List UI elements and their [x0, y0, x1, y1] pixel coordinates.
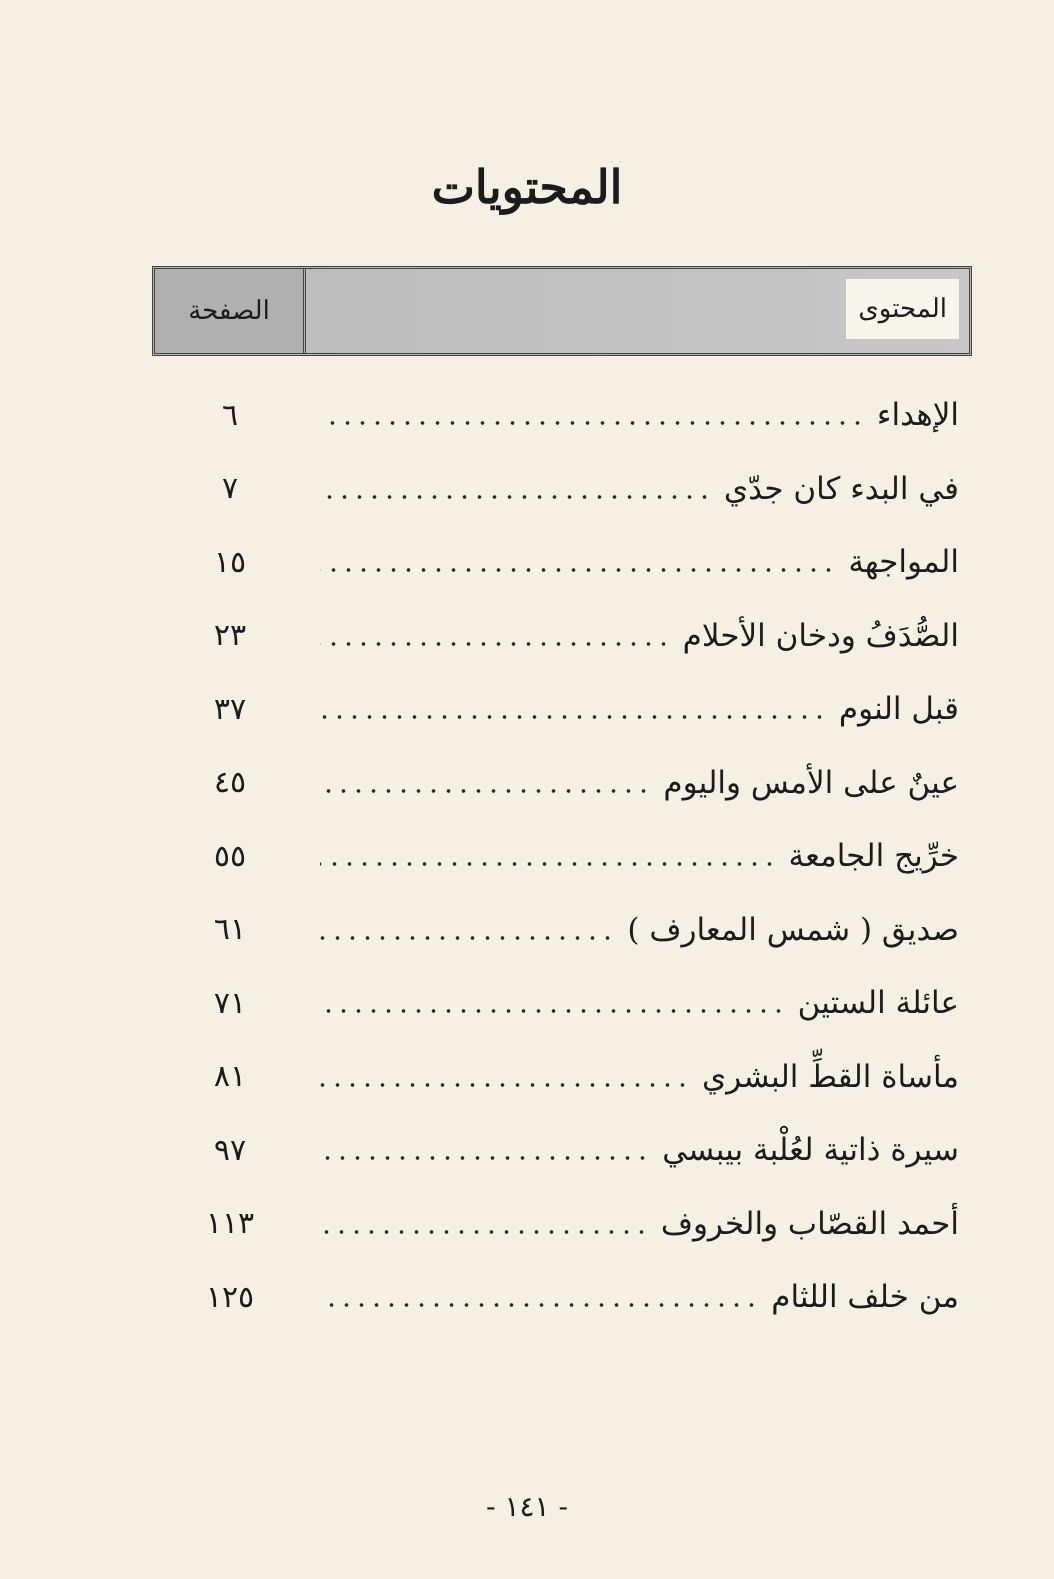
leader-dots: [320, 494, 712, 500]
toc-entry-page: ٤٥: [213, 765, 247, 800]
toc-entry-title: الصُّدَفُ ودخان الأحلام: [682, 617, 959, 654]
header-content-label: المحتوى: [846, 279, 959, 339]
header-page-column: [155, 269, 306, 353]
leader-dots: [320, 861, 777, 867]
header-page-label: الصفحة: [188, 296, 270, 326]
toc-entry-page: ٣٧: [213, 691, 247, 727]
leader-dots: [320, 935, 615, 941]
toc-entry-page: ٦: [221, 397, 239, 433]
toc-entry: [0, 1199, 1054, 1249]
toc-entry-page: ١٢٥: [205, 1279, 255, 1315]
page-title: المحتويات: [431, 160, 623, 214]
toc-entry-page: ٧: [221, 471, 239, 506]
toc-entry-title: سيرة ذاتية لعُلْبة بيبسي: [662, 1132, 959, 1168]
leader-dots: [320, 1229, 649, 1235]
toc-entry-page: ٩٧: [213, 1132, 247, 1168]
toc-entry: [0, 464, 1054, 514]
toc-entry-title: عينٌ على الأمس واليوم: [663, 764, 959, 801]
toc-entry-page: ٧١: [213, 985, 247, 1021]
toc-entry-title: قبل النوم: [838, 691, 959, 727]
leader-dots: [320, 788, 651, 794]
toc-header: [152, 266, 972, 356]
toc-entry: [0, 1272, 1054, 1322]
toc-entry: [0, 611, 1054, 661]
page-number: - ١٤١ -: [486, 1490, 568, 1523]
toc-entry: [0, 978, 1054, 1028]
toc-entry: [0, 1052, 1054, 1102]
toc-entry-title: في البدء كان جدّي: [723, 470, 959, 507]
leader-dots: [320, 714, 827, 720]
toc-entry-page: ٢٣: [213, 618, 247, 653]
toc-entry: [0, 1125, 1054, 1175]
toc-entry-title: عائلة الستين: [797, 985, 959, 1021]
toc-entry: [0, 537, 1054, 587]
toc-entry-title: أحمد القصّاب والخروف: [660, 1205, 959, 1242]
toc-entry-page: ٥٥: [213, 838, 247, 874]
leader-dots: [320, 1155, 650, 1161]
toc-entry: [0, 905, 1054, 955]
toc-entry: [0, 758, 1054, 808]
header-content-column: [306, 269, 969, 353]
toc-entry-title: خرِّيج الجامعة: [788, 838, 959, 874]
toc-entry-page: ٦١: [213, 912, 247, 947]
toc-entry: [0, 831, 1054, 881]
toc-entry-page: ١١٣: [205, 1206, 255, 1241]
toc-entry-page: ٨١: [213, 1059, 247, 1094]
toc-entry: [0, 390, 1054, 440]
leader-dots: [320, 641, 671, 647]
toc-entry-title: المواجهة: [848, 544, 959, 580]
toc-entry-title: الإهداء: [876, 397, 959, 433]
leader-dots: [320, 567, 836, 573]
toc-entry-title: من خلف اللثام: [771, 1279, 959, 1315]
toc-entry: [0, 684, 1054, 734]
leader-dots: [320, 420, 865, 426]
toc-entry-page: ١٥: [213, 544, 247, 580]
toc-entry-title: صديق ( شمس المعارف ): [627, 911, 959, 948]
leader-dots: [320, 1082, 690, 1088]
leader-dots: [320, 1302, 759, 1308]
toc-entry-title: مأساة القطِّ البشري: [701, 1058, 959, 1095]
leader-dots: [320, 1008, 786, 1014]
